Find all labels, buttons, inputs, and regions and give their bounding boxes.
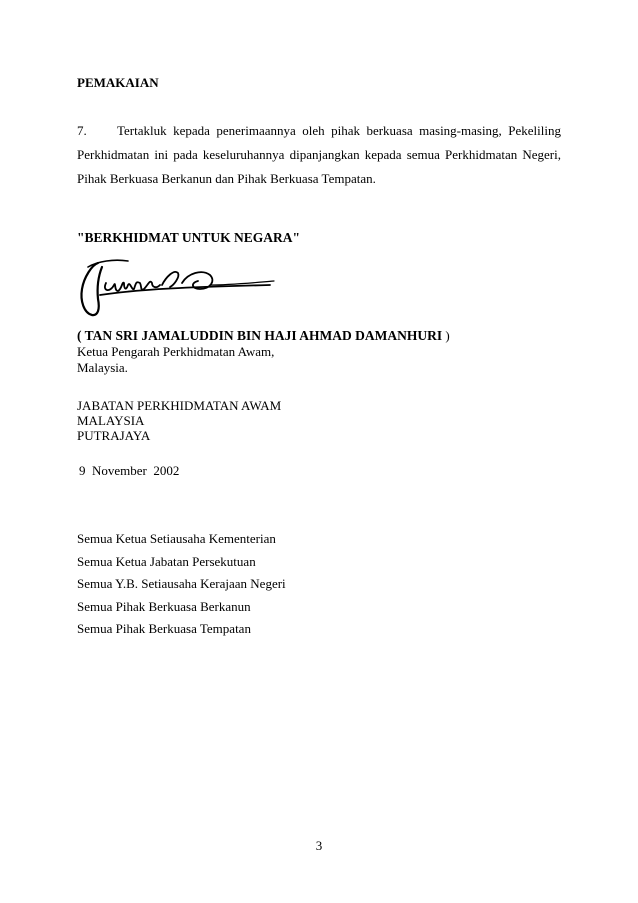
- signer-name: TAN SRI JAMALUDDIN BIN HAJI AHMAD DAMANHURI: [84, 328, 443, 343]
- paragraph-7: [77, 119, 561, 191]
- list-item: Semua Pihak Berkuasa Berkanun: [77, 598, 251, 614]
- document-date: 9 November 2002: [79, 463, 180, 478]
- signer-close-paren: ): [442, 328, 450, 343]
- list-item: Semua Ketua Jabatan Persekutuan: [77, 553, 256, 569]
- list-item: Semua Ketua Setiausaha Kementerian: [77, 531, 276, 546]
- paragraph-line-3: Pihak Berkuasa Berkanun dan Pihak Berkuasa Tempatan.: [77, 171, 376, 186]
- signer-country: Malaysia.: [77, 360, 128, 375]
- distribution-list: [77, 528, 286, 641]
- signer-open-paren: (: [77, 328, 85, 343]
- list-item: Semua Y.B. Setiausaha Kerajaan Negeri: [77, 576, 286, 591]
- signer-name-line: [77, 328, 450, 344]
- section-heading: PEMAKAIAN: [77, 75, 159, 90]
- paragraph-line-1: [77, 119, 561, 143]
- paragraph-line-2: Perkhidmatan ini pada keseluruhannya dipanjangkan kepada semua Perkhidmatan Negeri,: [77, 147, 561, 162]
- department-line-1: JABATAN PERKHIDMATAN AWAM: [77, 398, 282, 413]
- motto: "BERKHIDMAT UNTUK NEGARA": [77, 230, 301, 245]
- paragraph-text-1: Tertakluk kepada penerimaannya oleh pihak berkuasa masing-masing, Pekeliling: [117, 123, 561, 138]
- department-line-3: PUTRAJAYA: [77, 428, 151, 443]
- signer-title: Ketua Pengarah Perkhidmatan Awam,: [77, 344, 275, 359]
- department-block: [77, 398, 281, 443]
- signer-block: [77, 328, 450, 376]
- list-item: Semua Pihak Berkuasa Tempatan: [77, 621, 251, 636]
- department-line-2: MALAYSIA: [77, 413, 145, 428]
- handwritten-signature: [70, 255, 280, 320]
- page-number: 3: [315, 838, 323, 853]
- paragraph-number: 7.: [77, 123, 87, 138]
